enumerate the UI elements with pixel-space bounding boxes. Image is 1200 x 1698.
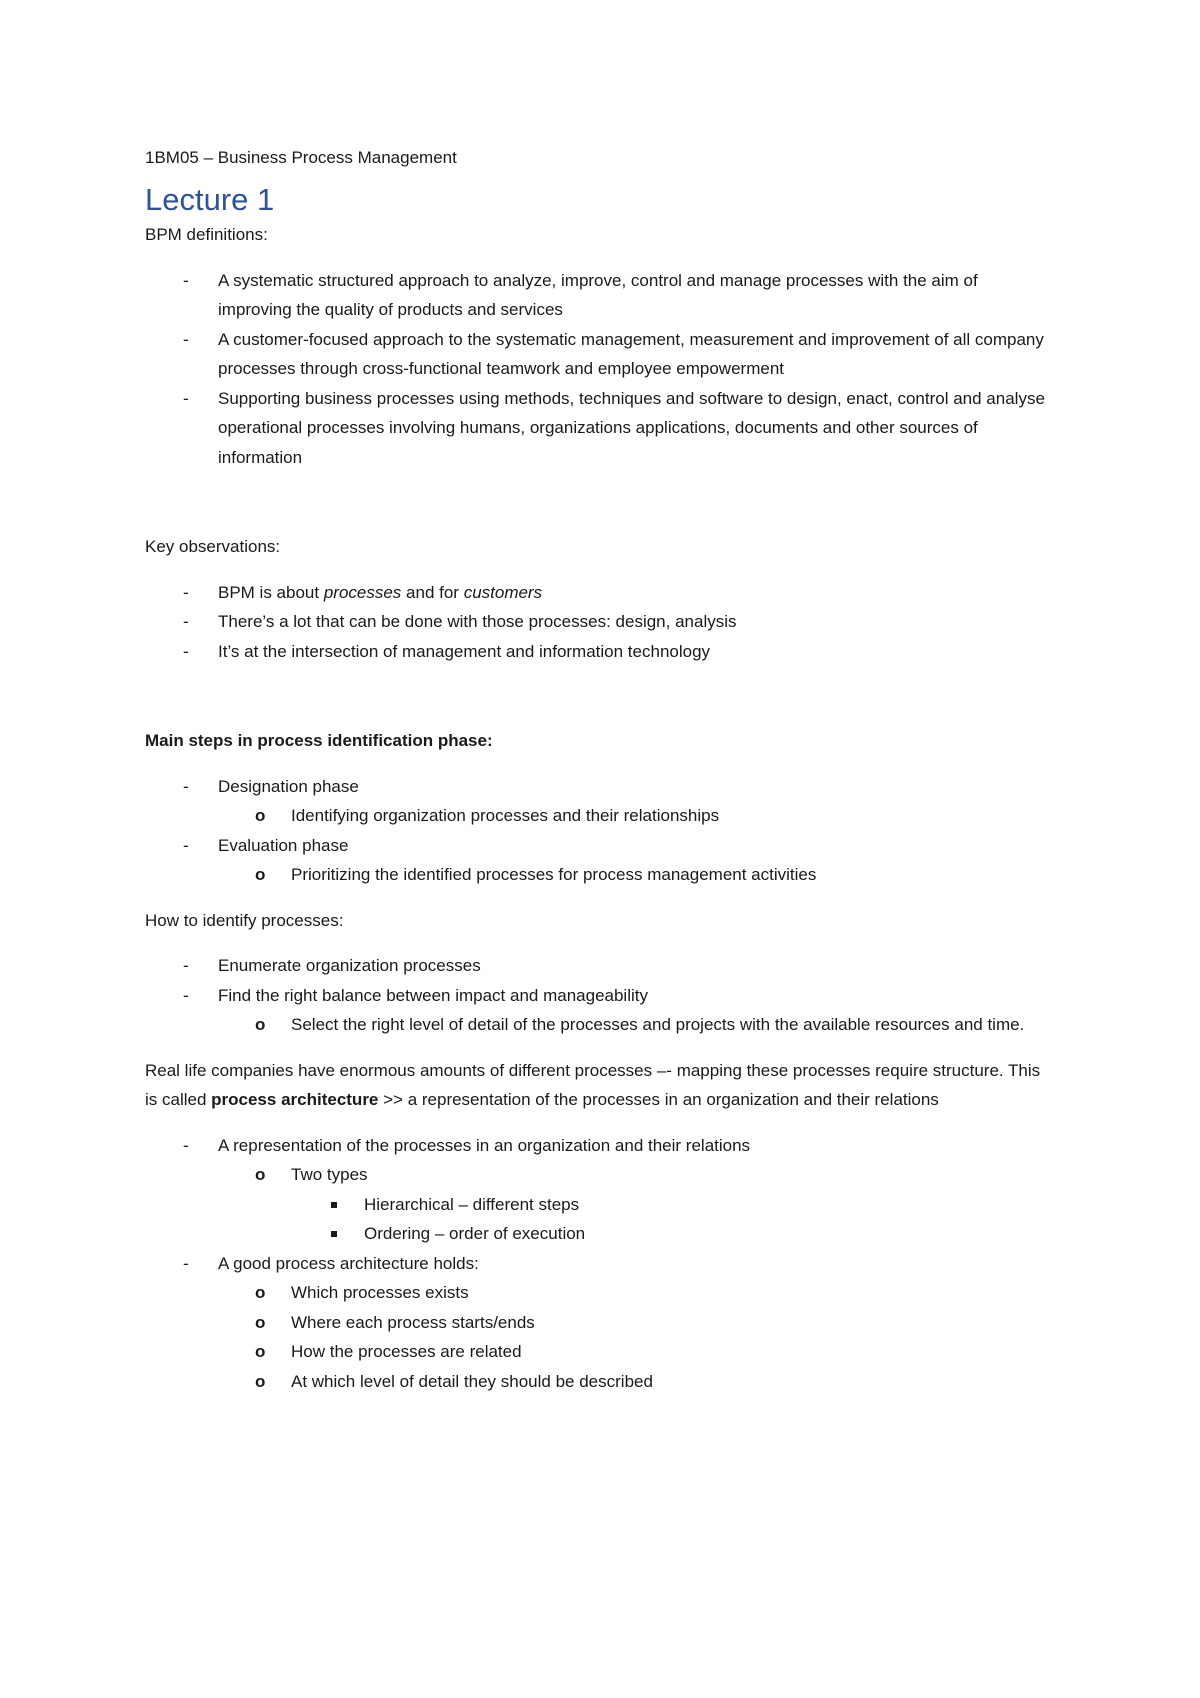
list-item: o Prioritizing the identified processes for process management activities [145, 860, 1055, 890]
dash-marker: - [183, 329, 189, 349]
list-item: - BPM is about processes and for customers [145, 578, 1055, 608]
list-item: o Which processes exists [145, 1278, 1055, 1308]
dash-marker: - [183, 835, 189, 855]
key-observations-list [145, 578, 1055, 667]
document-content [145, 146, 1055, 1396]
key-observations-label: Key observations: [145, 537, 281, 556]
square-bullet-icon [331, 1202, 337, 1208]
dash-marker: - [183, 1253, 189, 1273]
list-item: - A systematic structured approach to analyze, improve, control and manage processes with the aim of improving the quality of products and services [145, 266, 1055, 325]
main-steps-label: Main steps in process identification phase: [145, 731, 493, 750]
circle-marker: o [255, 1342, 266, 1361]
circle-marker: o [255, 1165, 266, 1184]
list-item: o Select the right level of detail of the processes and projects with the available resources and time. [145, 1010, 1055, 1040]
dash-marker: - [183, 956, 189, 975]
circle-marker: o [255, 1312, 266, 1332]
dash-marker: - [183, 270, 189, 290]
dash-marker: - [183, 612, 189, 631]
circle-marker: o [255, 806, 266, 825]
course-title: 1BM05 – Business Process Management [145, 148, 457, 167]
list-item: Ordering – order of execution [145, 1219, 1055, 1249]
list-item: - Supporting business processes using methods, techniques and software to design, enact, control and analyse operational processes involving humans, organizations applications, documents and other sources of information [145, 384, 1055, 473]
list-item: - Evaluation phase [145, 831, 1055, 861]
dash-marker: - [183, 388, 189, 408]
dash-marker: - [183, 641, 189, 661]
circle-marker: o [255, 1283, 266, 1302]
dash-marker: - [183, 582, 189, 602]
circle-marker: o [255, 1015, 266, 1034]
list-item: - A representation of the processes in an organization and their relations [145, 1131, 1055, 1161]
list-item: - It’s at the intersection of management and information technology [145, 637, 1055, 667]
list-item: o How the processes are related [145, 1337, 1055, 1367]
list-item: - Designation phase [145, 772, 1055, 802]
bpm-definitions-list [145, 266, 1055, 473]
list-item: - Enumerate organization processes [145, 951, 1055, 981]
dash-marker: - [183, 776, 189, 796]
real-life-paragraph: Real life companies have enormous amounts of different processes –- mapping these processes require structure. This is called process architecture >> a representation of the processes in an organization and their relations [145, 1060, 1041, 1109]
list-item: - Find the right balance between impact and manageability [145, 981, 1055, 1011]
list-item: o Where each process starts/ends [145, 1308, 1055, 1338]
dash-marker: - [183, 1135, 189, 1155]
square-bullet-icon [331, 1231, 337, 1237]
list-item: - There’s a lot that can be done with those processes: design, analysis [145, 607, 1055, 637]
identify-list [145, 951, 1055, 1040]
bpm-definitions-label: BPM definitions: [145, 225, 268, 244]
circle-marker: o [255, 865, 266, 884]
identify-label: How to identify processes: [145, 910, 344, 930]
circle-marker: o [255, 1371, 266, 1391]
list-item: - A good process architecture holds: [145, 1249, 1055, 1279]
main-steps-list [145, 772, 1055, 890]
architecture-list [145, 1131, 1055, 1397]
list-item: o At which level of detail they should be described [145, 1367, 1055, 1397]
list-item: o Identifying organization processes and their relationships [145, 801, 1055, 831]
dash-marker: - [183, 985, 189, 1005]
list-item: - A customer-focused approach to the systematic management, measurement and improvement of all company processes through cross-functional teamwork and employee empowerment [145, 325, 1055, 384]
list-item: o Two types [145, 1160, 1055, 1190]
lecture-heading: Lecture 1 [145, 182, 275, 217]
list-item: Hierarchical – different steps [145, 1190, 1055, 1220]
